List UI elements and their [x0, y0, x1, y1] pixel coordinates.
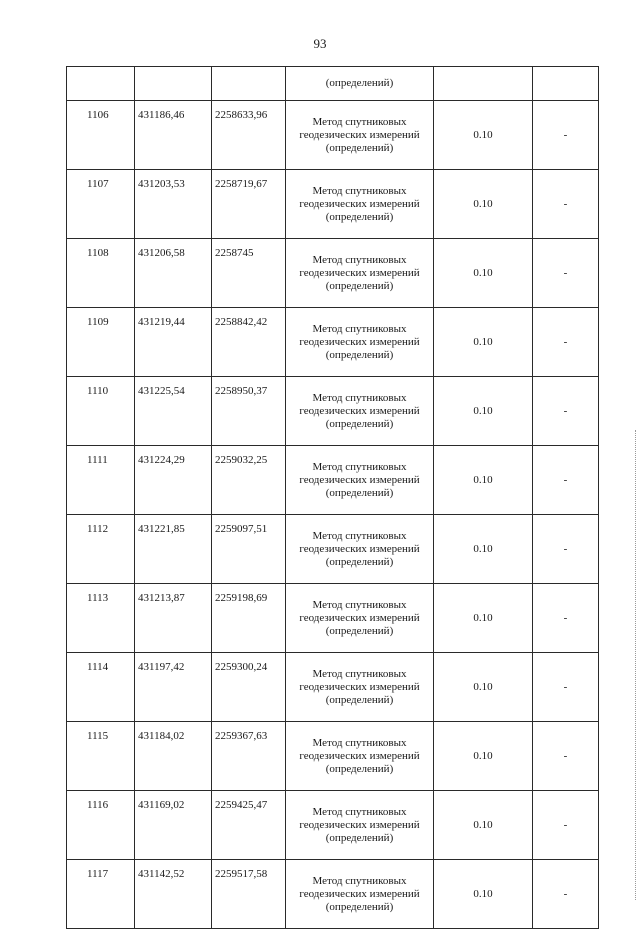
table-row — [67, 584, 599, 653]
cell-description: - — [533, 791, 599, 860]
cell-description: - — [533, 584, 599, 653]
cell-accuracy: 0.10 — [434, 239, 533, 308]
cell-num: 1114 — [67, 653, 135, 722]
cell-num: 1106 — [67, 101, 135, 170]
cell-num: 1117 — [67, 860, 135, 929]
cell-method — [286, 446, 434, 515]
method-line: геодезических измерений — [299, 749, 420, 762]
method-line: (определений) — [325, 417, 394, 430]
method-line: (определений) — [325, 693, 394, 706]
method-line: (определений) — [325, 831, 394, 844]
method-line: геодезических измерений — [299, 473, 420, 486]
method-line: геодезических измерений — [299, 818, 420, 831]
cell-num: 1109 — [67, 308, 135, 377]
method-line: геодезических измерений — [299, 680, 420, 693]
cell-y: 2258745 — [212, 239, 286, 308]
method-line: Метод спутниковых — [312, 874, 407, 887]
cell-x: 431213,87 — [135, 584, 212, 653]
cell-accuracy: 0.10 — [434, 653, 533, 722]
cell-description: - — [533, 308, 599, 377]
cell-description: - — [533, 860, 599, 929]
cell-accuracy: 0.10 — [434, 860, 533, 929]
table-row — [67, 446, 599, 515]
cell-x: 431186,46 — [135, 101, 212, 170]
cell-x: 431206,58 — [135, 239, 212, 308]
cell-x: 431203,53 — [135, 170, 212, 239]
method-line: (определений) — [325, 486, 394, 499]
method-line: (определений) — [325, 279, 394, 292]
cell-num: 1115 — [67, 722, 135, 791]
cell-description: - — [533, 170, 599, 239]
cell-num: 1113 — [67, 584, 135, 653]
cell-description: - — [533, 653, 599, 722]
cell-method — [286, 791, 434, 860]
method-line: Метод спутниковых — [312, 598, 407, 611]
cell-x: 431225,54 — [135, 377, 212, 446]
cell-x: 431169,02 — [135, 791, 212, 860]
scan-edge-line — [634, 430, 636, 900]
cell-x: 431184,02 — [135, 722, 212, 791]
method-line: Метод спутниковых — [312, 115, 407, 128]
cell-y: 2258842,42 — [212, 308, 286, 377]
cell-accuracy: 0.10 — [434, 722, 533, 791]
cell-method — [286, 377, 434, 446]
cell-accuracy: 0.10 — [434, 101, 533, 170]
method-line: Метод спутниковых — [312, 253, 407, 266]
table-row — [67, 239, 599, 308]
cell-description: - — [533, 722, 599, 791]
method-line: геодезических измерений — [299, 542, 420, 555]
cell-num: 1110 — [67, 377, 135, 446]
cell-method: (определений) — [286, 67, 434, 101]
cell-description: - — [533, 101, 599, 170]
cell-description: - — [533, 446, 599, 515]
cell-y: 2259517,58 — [212, 860, 286, 929]
coordinates-table — [66, 66, 599, 929]
table-row — [67, 653, 599, 722]
method-line: геодезических измерений — [299, 335, 420, 348]
cell-x: 431221,85 — [135, 515, 212, 584]
method-line: геодезических измерений — [299, 611, 420, 624]
cell-x: 431224,29 — [135, 446, 212, 515]
table-row — [67, 722, 599, 791]
table-row — [67, 860, 599, 929]
cell-x: 431197,42 — [135, 653, 212, 722]
method-line: Метод спутниковых — [312, 805, 407, 818]
cell-accuracy: 0.10 — [434, 515, 533, 584]
table-row — [67, 101, 599, 170]
cell-y: 2259300,24 — [212, 653, 286, 722]
method-line: геодезических измерений — [299, 266, 420, 279]
cell-description: - — [533, 515, 599, 584]
method-line: (определений) — [325, 141, 394, 154]
method-line: Метод спутниковых — [312, 322, 407, 335]
cell-num — [67, 67, 135, 101]
method-line: геодезических измерений — [299, 404, 420, 417]
cell-y: 2259425,47 — [212, 791, 286, 860]
cell-num: 1112 — [67, 515, 135, 584]
cell-num: 1108 — [67, 239, 135, 308]
method-line: (определений) — [325, 624, 394, 637]
cell-method — [286, 584, 434, 653]
cell-y: 2259198,69 — [212, 584, 286, 653]
cell-accuracy: 0.10 — [434, 377, 533, 446]
cell-y: 2259367,63 — [212, 722, 286, 791]
cell-method — [286, 170, 434, 239]
table-row — [67, 377, 599, 446]
method-line: геодезических измерений — [299, 128, 420, 141]
method-line: (определений) — [325, 900, 394, 913]
method-line: Метод спутниковых — [312, 736, 407, 749]
cell-accuracy: 0.10 — [434, 584, 533, 653]
method-line: Метод спутниковых — [312, 460, 407, 473]
cell-method — [286, 722, 434, 791]
cell-y: 2259097,51 — [212, 515, 286, 584]
cell-y: 2258633,96 — [212, 101, 286, 170]
cell-method — [286, 239, 434, 308]
method-line: (определений) — [325, 348, 394, 361]
method-line: Метод спутниковых — [312, 184, 407, 197]
cell-method — [286, 101, 434, 170]
cell-num: 1116 — [67, 791, 135, 860]
table-row-continued — [67, 67, 599, 101]
table-row — [67, 515, 599, 584]
cell-y: 2258950,37 — [212, 377, 286, 446]
cell-x: 431142,52 — [135, 860, 212, 929]
cell-method — [286, 308, 434, 377]
cell-y: 2259032,25 — [212, 446, 286, 515]
cell-x — [135, 67, 212, 101]
table-row — [67, 308, 599, 377]
table-row — [67, 170, 599, 239]
cell-accuracy — [434, 67, 533, 101]
cell-accuracy: 0.10 — [434, 308, 533, 377]
page-number: 93 — [313, 36, 327, 51]
cell-y — [212, 67, 286, 101]
cell-x: 431219,44 — [135, 308, 212, 377]
method-line: (определений) — [325, 210, 394, 223]
method-line: (определений) — [325, 762, 394, 775]
cell-num: 1111 — [67, 446, 135, 515]
cell-accuracy: 0.10 — [434, 791, 533, 860]
method-line: (определений) — [325, 555, 394, 568]
cell-num: 1107 — [67, 170, 135, 239]
cell-method — [286, 653, 434, 722]
cell-accuracy: 0.10 — [434, 446, 533, 515]
cell-y: 2258719,67 — [212, 170, 286, 239]
cell-description: - — [533, 377, 599, 446]
method-line: геодезических измерений — [299, 197, 420, 210]
method-line: геодезических измерений — [299, 887, 420, 900]
cell-description — [533, 67, 599, 101]
cell-description: - — [533, 239, 599, 308]
cell-method — [286, 515, 434, 584]
method-line: Метод спутниковых — [312, 391, 407, 404]
method-line: Метод спутниковых — [312, 667, 407, 680]
cell-accuracy: 0.10 — [434, 170, 533, 239]
cell-method — [286, 860, 434, 929]
method-line: Метод спутниковых — [312, 529, 407, 542]
table-row — [67, 791, 599, 860]
